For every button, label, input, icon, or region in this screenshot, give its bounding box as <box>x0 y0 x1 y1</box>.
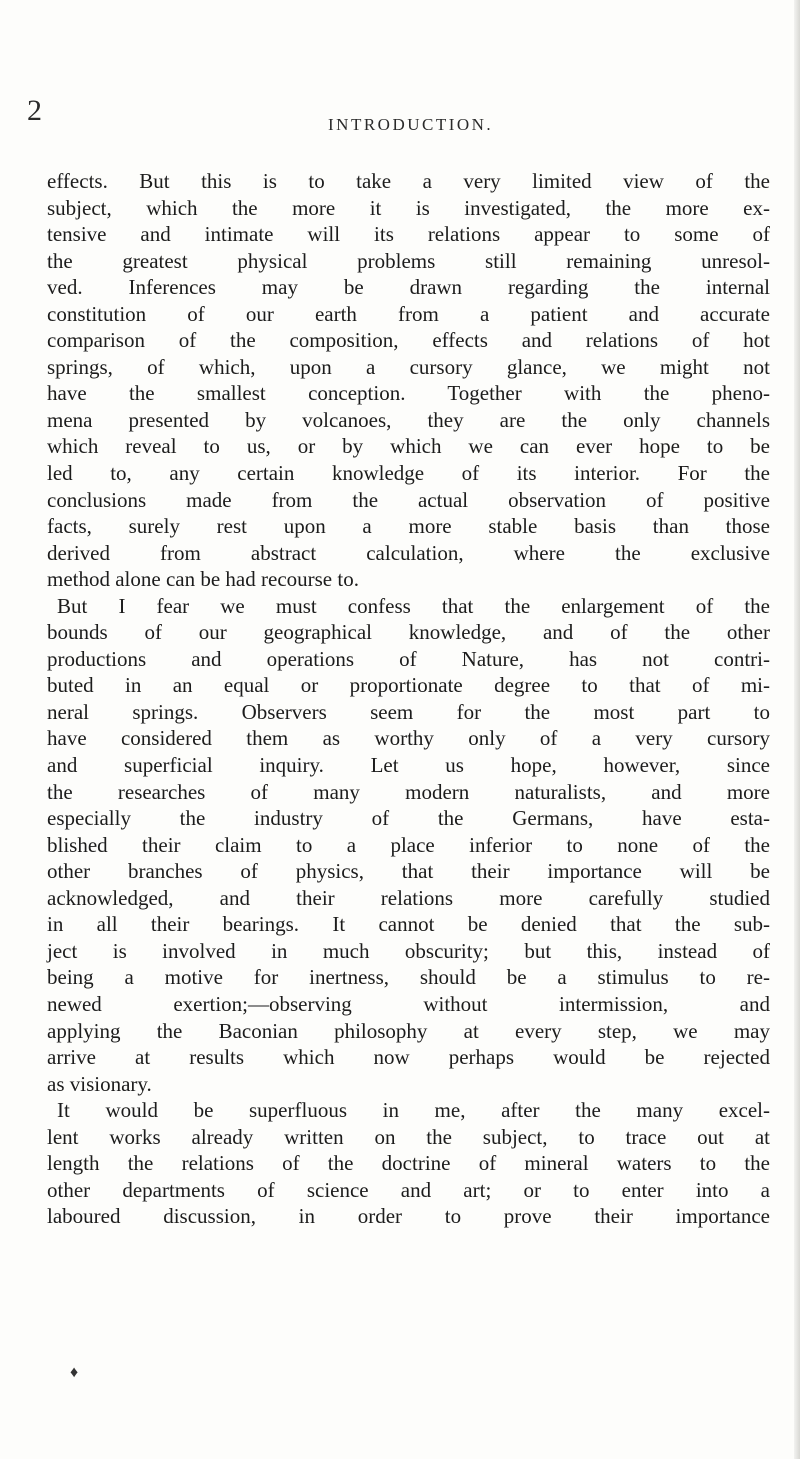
text-line: ved. Inferences may be drawn regarding the internal <box>47 275 770 300</box>
text-line: mena presented by volcanoes, they are the only channels <box>47 407 770 432</box>
text-line: neral springs. Observers seem for the most part to <box>47 699 770 724</box>
text-line: springs, of which, upon a cursory glance, we might not <box>47 354 770 379</box>
text-line: applying the Baconian philosophy at every step, we may <box>47 1018 770 1043</box>
text-line: bounds of our geographical knowledge, and of the other <box>47 620 770 645</box>
text-line: derived from abstract calculation, where the exclusive <box>47 540 770 565</box>
text-line: conclusions made from the actual observation of positive <box>47 487 770 512</box>
text-line: acknowledged, and their relations more carefully studied <box>47 885 770 910</box>
text-line: tensive and intimate will its relations appear to some of <box>47 222 770 247</box>
text-line: other branches of physics, that their importance will be <box>47 859 770 884</box>
text-line: laboured discussion, in order to prove their importance <box>47 1204 770 1229</box>
text-line: comparison of the composition, effects and relations of hot <box>47 328 770 353</box>
text-line: newed exertion;—observing without intermission, and <box>47 991 770 1016</box>
text-line: being a motive for inertness, should be a stimulus to re- <box>47 965 770 990</box>
text-line: blished their claim to a place inferior to none of the <box>47 832 770 857</box>
page-edge <box>794 0 800 1459</box>
text-line: length the relations of the doctrine of mineral waters to the <box>47 1151 770 1176</box>
text-line: buted in an equal or proportionate degree to that of mi- <box>47 673 770 698</box>
page-number: 2 <box>27 94 42 127</box>
text-line: constitution of our earth from a patient and accurate <box>47 301 770 326</box>
text-line: in all their bearings. It cannot be denied that the sub- <box>47 912 770 937</box>
text-line: facts, surely rest upon a more stable basis than those <box>47 514 770 539</box>
text-line: productions and operations of Nature, has not contri- <box>47 646 770 671</box>
text-line: the greatest physical problems still remaining unresol- <box>47 248 770 273</box>
running-title: INTRODUCTION. <box>328 115 494 134</box>
text-line: which reveal to us, or by which we can ever hope to be <box>47 434 770 459</box>
text-line: subject, which the more it is investigated, the more ex- <box>47 195 770 220</box>
text-line: effects. But this is to take a very limited view of the <box>47 169 770 193</box>
printer-mark: ♦ <box>70 1364 79 1381</box>
text-line: But I fear we must confess that the enlargement of the <box>57 593 770 618</box>
text-line: have the smallest conception. Together with the pheno- <box>47 381 770 406</box>
body-text <box>47 168 770 1230</box>
text-line: as visionary. <box>47 1071 152 1096</box>
text-line: method alone can be had recourse to. <box>47 567 359 592</box>
text-line: It would be superfluous in me, after the many excel- <box>57 1098 770 1123</box>
text-line: arrive at results which now perhaps would be rejected <box>47 1045 770 1070</box>
text-line: lent works already written on the subject, to trace out at <box>47 1124 770 1149</box>
text-line: and superficial inquiry. Let us hope, however, since <box>47 753 770 778</box>
text-line: ject is involved in much obscurity; but this, instead of <box>47 938 770 963</box>
text-line: have considered them as worthy only of a very cursory <box>47 726 770 751</box>
text-line: other departments of science and art; or to enter into a <box>47 1177 770 1202</box>
text-line: the researches of many modern naturalists, and more <box>47 779 770 804</box>
text-line: especially the industry of the Germans, have esta- <box>47 806 770 831</box>
text-line: led to, any certain knowledge of its interior. For the <box>47 461 770 486</box>
